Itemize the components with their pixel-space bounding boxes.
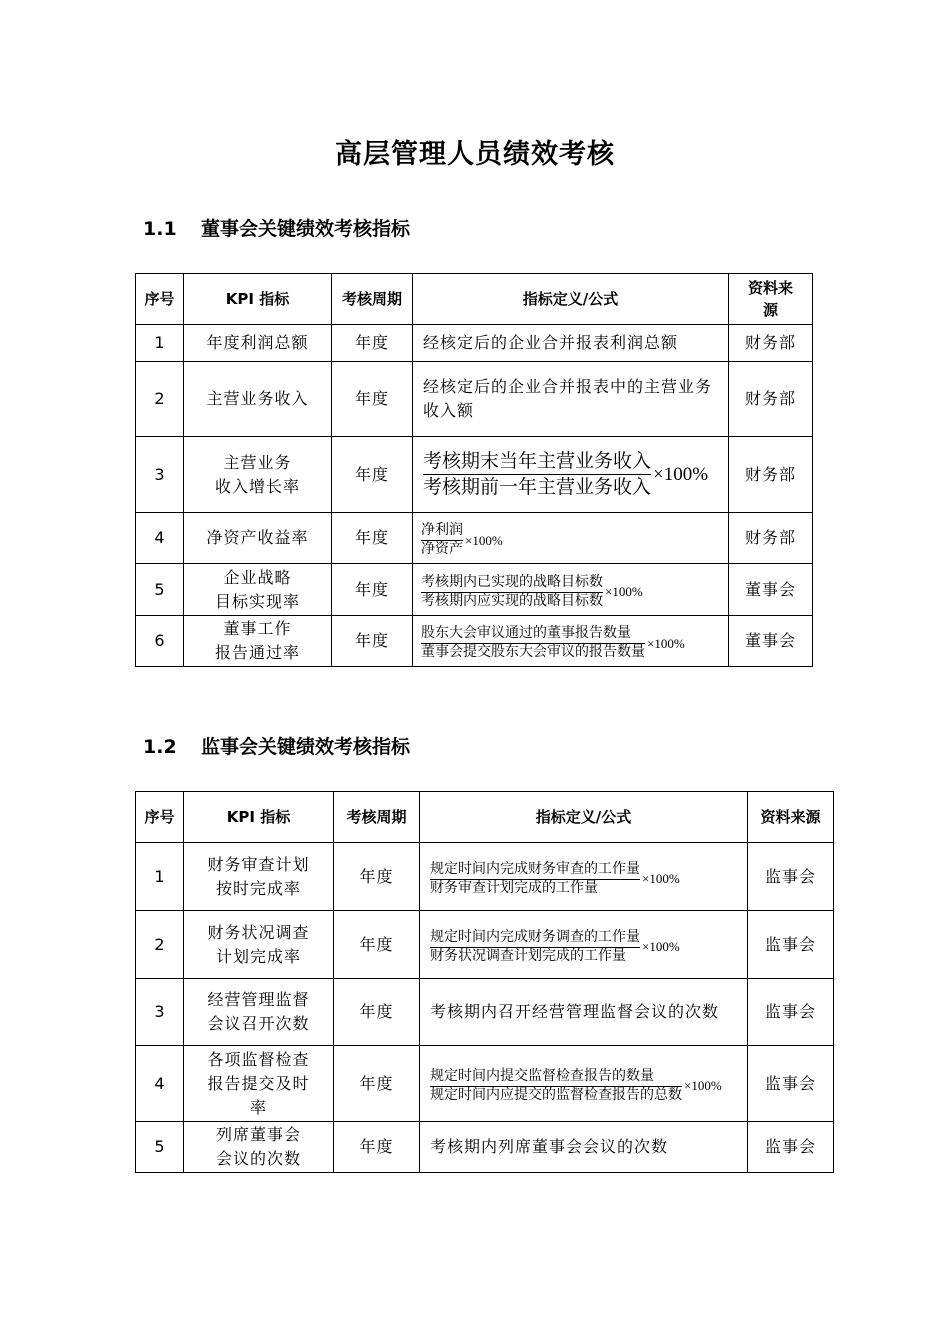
cell-period: 年度 xyxy=(334,843,420,911)
formula-numerator: 净利润 xyxy=(421,522,463,541)
cell-definition: 经核定后的企业合并报表利润总额 xyxy=(413,325,729,362)
formula-numerator: 规定时间内完成财务调查的工作量 xyxy=(430,929,640,948)
cell-no: 1 xyxy=(136,843,184,911)
cell-source: 监事会 xyxy=(748,1122,834,1173)
formula xyxy=(421,625,685,662)
formula-multiplier: ×100% xyxy=(647,635,685,651)
cell-definition: 考核期内召开经营管理监督会议的次数 xyxy=(420,979,748,1046)
cell-no: 3 xyxy=(136,437,184,513)
cell-definition: 经核定后的企业合并报表中的主营业务收入额 xyxy=(413,362,729,437)
cell-no: 3 xyxy=(136,979,184,1046)
cell-period: 年度 xyxy=(332,564,413,616)
formula xyxy=(430,861,680,898)
cell-no: 4 xyxy=(136,1046,184,1122)
section-1-number: 1.1 xyxy=(143,218,177,240)
cell-kpi: 主营业务 收入增长率 xyxy=(184,437,332,513)
table-row xyxy=(136,843,834,911)
cell-no: 5 xyxy=(136,564,184,616)
cell-source: 监事会 xyxy=(748,843,834,911)
formula-denominator: 财务状况调查计划完成的工作量 xyxy=(430,948,626,964)
table-row xyxy=(136,616,813,667)
cell-source: 财务部 xyxy=(729,513,813,564)
formula-denominator: 净资产 xyxy=(421,542,463,557)
formula-multiplier: ×100% xyxy=(642,871,680,886)
cell-period: 年度 xyxy=(332,437,413,513)
header-definition: 指标定义/公式 xyxy=(413,274,729,325)
formula-multiplier: ×100% xyxy=(653,463,709,485)
cell-period: 年度 xyxy=(332,325,413,362)
table-row xyxy=(136,325,813,362)
cell-definition xyxy=(420,1046,748,1122)
formula xyxy=(421,574,643,611)
formula-denominator: 董事会提交股东大会审议的报告数量 xyxy=(421,645,645,660)
supervisory-kpi-table xyxy=(135,791,834,1173)
cell-period: 年度 xyxy=(332,362,413,437)
cell-source: 财务部 xyxy=(729,362,813,437)
cell-no: 2 xyxy=(136,362,184,437)
section-1-heading xyxy=(143,214,410,241)
header-source: 资料来源 xyxy=(729,274,813,325)
cell-kpi: 各项监督检查 报告提交及时 率 xyxy=(184,1046,334,1122)
table-row xyxy=(136,1122,834,1173)
formula xyxy=(423,449,708,500)
formula-numerator: 规定时间内完成财务审查的工作量 xyxy=(430,861,640,880)
formula-multiplier: ×100% xyxy=(605,584,643,599)
table-header-row xyxy=(136,792,834,843)
table-row xyxy=(136,564,813,616)
page-title: 高层管理人员绩效考核 xyxy=(335,139,615,170)
cell-definition xyxy=(413,437,729,513)
section-1-title: 董事会关键绩效考核指标 xyxy=(201,218,411,240)
table-row xyxy=(136,979,834,1046)
formula xyxy=(430,929,680,966)
cell-definition xyxy=(413,564,729,616)
formula-denominator: 财务审查计划完成的工作量 xyxy=(430,880,598,896)
header-period: 考核周期 xyxy=(334,792,420,843)
formula-numerator: 规定时间内提交监督检查报告的数量 xyxy=(430,1068,682,1087)
section-2-title: 监事会关键绩效考核指标 xyxy=(201,736,411,758)
cell-source: 财务部 xyxy=(729,437,813,513)
formula-denominator: 规定时间内应提交的监督检查报告的总数 xyxy=(430,1087,682,1103)
cell-period: 年度 xyxy=(334,979,420,1046)
cell-period: 年度 xyxy=(332,513,413,564)
formula-multiplier: ×100% xyxy=(684,1078,722,1093)
cell-definition xyxy=(420,911,748,979)
cell-period: 年度 xyxy=(334,1046,420,1122)
cell-no: 6 xyxy=(136,616,184,667)
formula xyxy=(421,522,503,559)
cell-period: 年度 xyxy=(334,1122,420,1173)
board-kpi-table xyxy=(135,273,813,667)
cell-no: 2 xyxy=(136,911,184,979)
formula xyxy=(430,1068,722,1105)
cell-definition xyxy=(413,616,729,667)
cell-source: 监事会 xyxy=(748,979,834,1046)
formula-multiplier: ×100% xyxy=(642,939,680,954)
cell-definition xyxy=(420,843,748,911)
cell-source: 董事会 xyxy=(729,564,813,616)
cell-no: 1 xyxy=(136,325,184,362)
formula-numerator: 考核期内已实现的战略目标数 xyxy=(421,574,603,593)
cell-kpi: 列席董事会 会议的次数 xyxy=(184,1122,334,1173)
section-2-number: 1.2 xyxy=(143,736,177,758)
header-source: 资料来源 xyxy=(748,792,834,843)
formula-numerator: 考核期末当年主营业务收入 xyxy=(423,449,651,475)
header-definition: 指标定义/公式 xyxy=(420,792,748,843)
cell-kpi: 净资产收益率 xyxy=(184,513,332,564)
header-period: 考核周期 xyxy=(332,274,413,325)
formula-multiplier: ×100% xyxy=(465,532,503,548)
header-kpi: KPI 指标 xyxy=(184,274,332,325)
table-row xyxy=(136,362,813,437)
header-no: 序号 xyxy=(136,274,184,325)
table-header-row xyxy=(136,274,813,325)
formula-denominator: 考核期前一年主营业务收入 xyxy=(423,477,652,498)
cell-kpi: 企业战略 目标实现率 xyxy=(184,564,332,616)
section-2-heading xyxy=(143,732,410,759)
cell-definition: 考核期内列席董事会会议的次数 xyxy=(420,1122,748,1173)
cell-kpi: 经营管理监督 会议召开次数 xyxy=(184,979,334,1046)
cell-kpi: 财务状况调查 计划完成率 xyxy=(184,911,334,979)
cell-source: 董事会 xyxy=(729,616,813,667)
cell-source: 监事会 xyxy=(748,911,834,979)
header-kpi: KPI 指标 xyxy=(184,792,334,843)
cell-kpi: 主营业务收入 xyxy=(184,362,332,437)
header-no: 序号 xyxy=(136,792,184,843)
table-row xyxy=(136,1046,834,1122)
cell-kpi: 年度利润总额 xyxy=(184,325,332,362)
cell-period: 年度 xyxy=(332,616,413,667)
table-row xyxy=(136,911,834,979)
cell-definition xyxy=(413,513,729,564)
formula-denominator: 考核期内应实现的战略目标数 xyxy=(421,593,603,609)
table-row xyxy=(136,513,813,564)
cell-period: 年度 xyxy=(334,911,420,979)
table-row xyxy=(136,437,813,513)
cell-kpi: 财务审查计划 按时完成率 xyxy=(184,843,334,911)
cell-no: 5 xyxy=(136,1122,184,1173)
cell-kpi: 董事工作 报告通过率 xyxy=(184,616,332,667)
cell-no: 4 xyxy=(136,513,184,564)
cell-source: 财务部 xyxy=(729,325,813,362)
cell-source: 监事会 xyxy=(748,1046,834,1122)
formula-numerator: 股东大会审议通过的董事报告数量 xyxy=(421,625,645,644)
